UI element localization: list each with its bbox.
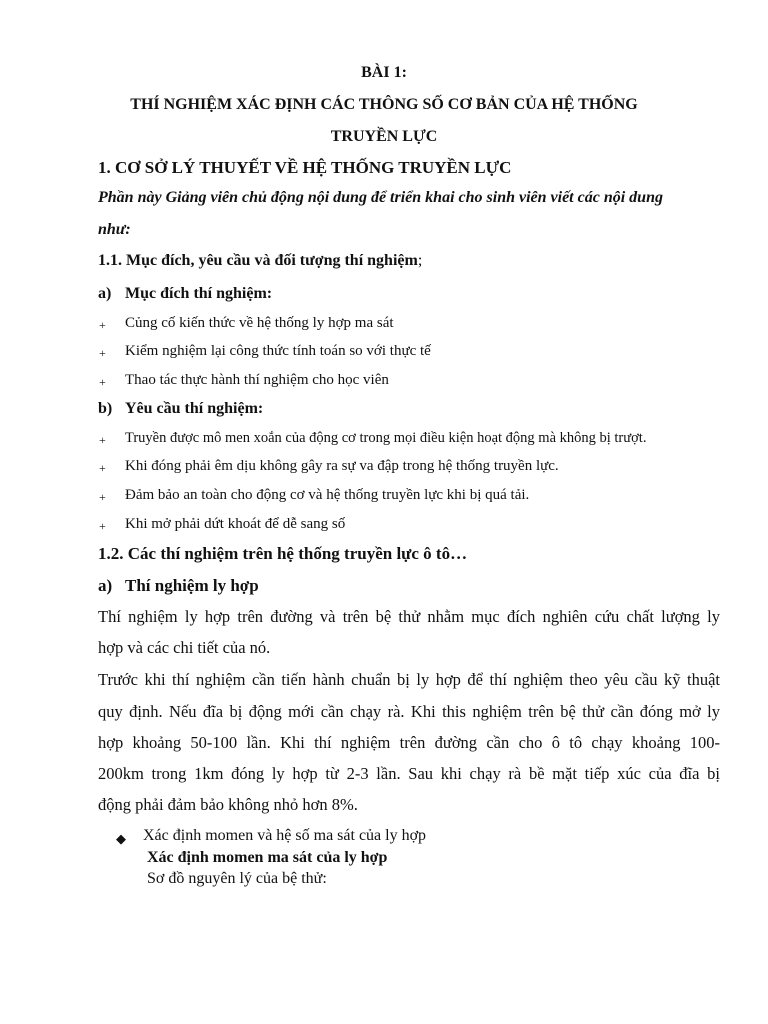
bullet-plus: +: [99, 490, 106, 504]
paragraph-2-line: quy định. Nếu đĩa bị động mới cần chạy rà. Khi this nghiệm trên bệ thử cần đóng mở ly: [98, 702, 720, 721]
diamond-item: Xác định momen và hệ số ma sát của ly hợp: [143, 827, 427, 844]
paragraph-2-line: hợp khoảng 50-100 lần. Khi thí nghiệm trên đường cần cho ô tô chạy khoảng 100-: [98, 733, 720, 752]
subsection-a2-label: a): [98, 576, 113, 595]
lesson-title-line2: TRUYỀN LỰC: [330, 128, 438, 145]
requirement-item: Khi mở phải dứt khoát để dễ sang số: [125, 516, 346, 532]
bullet-plus: +: [99, 346, 106, 360]
paragraph-2-line: Trước khi thí nghiệm cần tiến hành chuẩn bị ly hợp để thí nghiệm theo yêu cầu kỹ thuật: [98, 670, 720, 689]
section-1-1-heading-tail: ;: [417, 252, 423, 269]
section-1-1-heading-text: 1.1. Mục đích, yêu cầu và đối tượng thí nghiệm: [98, 252, 418, 269]
section-1-2-heading: 1.2. Các thí nghiệm trên hệ thống truyền lực ô tô…: [98, 544, 468, 563]
requirement-item: Khi đóng phải êm dịu không gây ra sự va đập trong hệ thống truyền lực.: [125, 458, 559, 474]
test-bench-diagram-caption: Sơ đồ nguyên lý của bệ thử:: [147, 870, 327, 887]
purpose-item: Thao tác thực hành thí nghiệm cho học viên: [125, 372, 389, 388]
section-1-intro-line1: Phần này Giảng viên chủ động nội dung để triển khai cho sinh viên viết các nội dung: [98, 189, 663, 206]
lesson-number: BÀI 1:: [361, 64, 407, 81]
requirement-item: Truyền được mô men xoắn của động cơ trong mọi điều kiện hoạt động mà không bị trượt.: [125, 430, 647, 446]
bullet-plus: +: [99, 433, 106, 447]
section-1-1-heading: [98, 252, 422, 270]
subsection-a-label: a): [98, 285, 112, 302]
clutch-moment-heading: Xác định momen ma sát của ly hợp: [147, 849, 388, 866]
lesson-title-line1: THÍ NGHIỆM XÁC ĐỊNH CÁC THÔNG SỐ CƠ BẢN CỦA HỆ THỐNG: [130, 96, 638, 113]
purpose-item: Kiểm nghiệm lại công thức tính toán so với thực tế: [125, 343, 431, 359]
bullet-plus: +: [99, 519, 106, 533]
bullet-plus: +: [99, 318, 106, 332]
bullet-plus: +: [99, 375, 106, 389]
subsection-a-title: Mục đích thí nghiệm:: [125, 285, 273, 302]
requirement-item: Đảm bảo an toàn cho động cơ và hệ thống truyền lực khi bị quá tải.: [125, 487, 530, 503]
section-1-heading: 1. CƠ SỞ LÝ THUYẾT VỀ HỆ THỐNG TRUYỀN LỰC: [98, 158, 512, 177]
paragraph-2-line: động phải đảm bảo không nhỏ hơn 8%.: [98, 795, 358, 814]
subsection-a2-title: Thí nghiệm ly hợp: [125, 576, 259, 595]
paragraph-1-line: Thí nghiệm ly hợp trên đường và trên bệ thử nhằm mục đích nghiên cứu chất lượng ly: [98, 607, 720, 626]
paragraph-1-line: hợp và các chi tiết của nó.: [98, 638, 271, 657]
diamond-bullet-icon: ◆: [116, 831, 126, 846]
subsection-b-title: Yêu cầu thí nghiệm:: [125, 400, 264, 417]
paragraph-2-line: 200km trong 1km đóng ly hợp từ 2-3 lần. Sau khi chạy rà bề mặt tiếp xúc của đĩa bị: [98, 764, 720, 783]
bullet-plus: +: [99, 461, 106, 475]
section-1-intro-line2: như:: [98, 221, 131, 238]
purpose-item: Củng cố kiến thức về hệ thống ly hợp ma sát: [125, 315, 394, 331]
subsection-b-label: b): [98, 400, 113, 417]
